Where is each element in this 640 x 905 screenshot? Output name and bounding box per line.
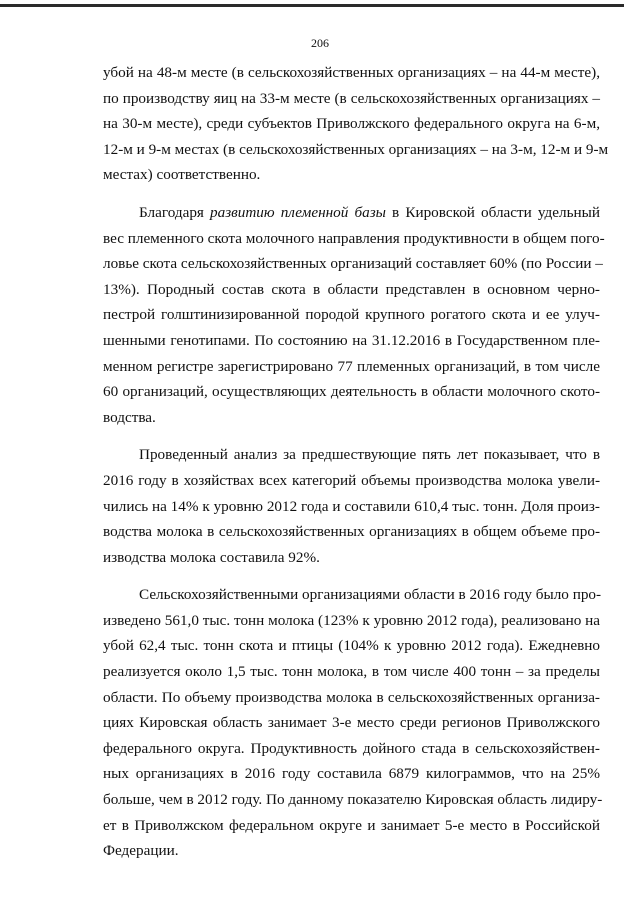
text-line: водства. <box>103 408 156 426</box>
text-line: на 30-м месте), среди субъектов Приволжского федерального округа на 6-м, <box>103 115 600 133</box>
text-line: убой 62,4 тыс. тонн скота и птицы (104% к уровню 2012 года). Ежедневно <box>103 637 600 655</box>
text-line: 12-м и 9-м местах (в сельскохозяйственных организациях – на 3-м, 12-м и 9-м <box>103 140 609 158</box>
text-line: ловье скота сельскохозяйственных организаций составляет 60% (по России – <box>103 255 603 273</box>
top-border-rule <box>0 4 624 7</box>
page-number: 206 <box>311 36 329 50</box>
italic-emphasis: развитию племенной базы <box>210 203 386 221</box>
text-run: в Кировской области удельный <box>385 203 600 221</box>
paragraph-1 <box>103 60 609 188</box>
text-line: местах) соответственно. <box>103 166 261 184</box>
text-line: области. По объему производства молока в сельскохозяйственных организа- <box>103 688 600 706</box>
paragraph-4 <box>103 582 603 864</box>
text-line: Федерации. <box>103 842 179 860</box>
text-line-first: Сельскохозяйственными организациями области в 2016 году было про- <box>139 586 602 604</box>
text-line: изводства молока составила 92%. <box>103 548 320 566</box>
text-line: 2016 году в хозяйствах всех категорий объемы производства молока увели- <box>103 471 600 489</box>
text-line-first <box>103 200 600 226</box>
text-line: 60 организаций, осуществляющих деятельность в области молочного ското- <box>103 383 600 401</box>
text-line-first: Проведенный анализ за предшествующие пять лет показывает, что в <box>139 446 600 464</box>
text-line: ет в Приволжском федеральном округе и занимает 5-е место в Российской <box>103 816 600 834</box>
paragraph-gap <box>103 188 600 200</box>
text-line: 13%). Породный состав скота в области представлен в основном черно- <box>103 280 600 298</box>
paragraph-gap <box>103 570 600 582</box>
text-line: реализуется около 1,5 тыс. тонн молока, в том числе 400 тонн – за пределы <box>103 663 600 681</box>
text-run: Благодаря <box>139 203 211 221</box>
document-body <box>103 60 609 864</box>
text-line: циях Кировская область занимает 3-е место среди регионов Приволжского <box>103 714 600 732</box>
text-line: шенными генотипами. По состоянию на 31.12.2016 в Государственном пле- <box>103 331 600 349</box>
text-line: чились на 14% к уровню 2012 года и составили 610,4 тыс. тонн. Доля произ- <box>103 497 600 515</box>
text-line: водства молока в сельскохозяйственных организациях в общем объеме про- <box>103 523 600 541</box>
text-line: ных организациях в 2016 году составила 6879 килограммов, что на 25% <box>103 765 600 783</box>
text-line: федерального округа. Продуктивность дойного стада в сельскохозяйствен- <box>103 739 600 757</box>
text-line: больше, чем в 2012 году. По данному показателю Кировская область лидиру- <box>103 791 603 809</box>
paragraph-2 <box>103 200 605 430</box>
paragraph-gap <box>103 430 600 442</box>
text-line: изведено 561,0 тыс. тонн молока (123% к уровню 2012 года), реализовано на <box>103 611 600 629</box>
text-line: по производству яиц на 33-м месте (в сельскохозяйственных организациях – <box>103 89 600 107</box>
text-line: пестрой голштинизированной породой крупного рогатого скота и ее улуч- <box>103 306 600 324</box>
text-line: вес племенного скота молочного направления продуктивности в общем пого- <box>103 229 605 247</box>
text-line: убой на 48-м месте (в сельскохозяйственных организациях – на 44-м месте), <box>103 64 600 81</box>
text-line: менном регистре зарегистрировано 77 племенных организаций, в том числе <box>103 357 600 375</box>
paragraph-3 <box>103 442 600 570</box>
